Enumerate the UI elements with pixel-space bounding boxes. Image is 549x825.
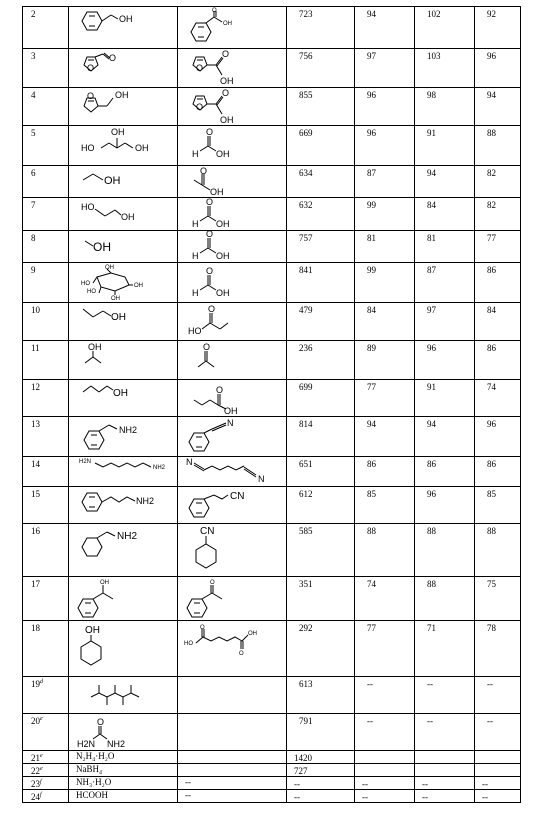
entry-cell: 14: [23, 457, 69, 487]
butanoic-acid-structure: [182, 380, 282, 415]
value-cell: 86: [475, 263, 521, 303]
entry-cell: 16: [23, 524, 69, 577]
value-cell: 727: [287, 764, 355, 777]
acetophenone-structure: [182, 577, 282, 619]
value-cell: 96: [475, 417, 521, 457]
formic-acid-structure: [182, 198, 282, 229]
cyclohexanol-structure: [73, 621, 173, 675]
furoic-acid-structure: [182, 49, 282, 86]
substrate-structure: [69, 457, 178, 487]
table-row: [23, 380, 521, 417]
svg-text:N: N: [186, 457, 193, 467]
entry-cell: 23$^f$: [23, 777, 69, 790]
value-cell: 91: [415, 126, 475, 166]
product-cell: [178, 764, 287, 777]
value-cell: 85: [355, 487, 415, 524]
substrate-structure: [69, 303, 178, 341]
svg-text:O: O: [212, 8, 217, 14]
svg-text:O: O: [222, 49, 230, 59]
svg-text:CN: CN: [230, 491, 245, 502]
substrate-structure: [69, 417, 178, 457]
value-cell: 841: [287, 263, 355, 303]
product-structure: [178, 487, 287, 524]
product-structure: [178, 126, 287, 166]
table-row: [23, 577, 521, 621]
entry-cell: 8: [23, 231, 69, 263]
value-cell: [355, 764, 415, 777]
value-cell: 82: [475, 166, 521, 198]
value-cell: --: [355, 677, 415, 714]
value-cell: 96: [415, 341, 475, 380]
value-cell: --: [415, 777, 475, 790]
value-cell: 103: [415, 49, 475, 88]
value-cell: 85: [475, 487, 521, 524]
substrate-structure: [69, 714, 178, 751]
entry-cell: 17: [23, 577, 69, 621]
value-cell: 77: [355, 380, 415, 417]
svg-text:OH: OH: [216, 219, 230, 229]
value-cell: 88: [355, 524, 415, 577]
value-cell: --: [415, 677, 475, 714]
svg-text:O: O: [97, 717, 105, 727]
value-cell: 699: [287, 380, 355, 417]
value-cell: 669: [287, 126, 355, 166]
product-cell: --: [178, 777, 287, 790]
table-row: [23, 777, 521, 790]
svg-text:NH2: NH2: [107, 739, 126, 749]
product-cell: [178, 714, 287, 751]
benzoic-acid-structure: [182, 7, 282, 47]
value-cell: 94: [415, 166, 475, 198]
svg-text:OH: OH: [111, 312, 126, 323]
svg-text:H: H: [192, 149, 199, 159]
value-cell: --: [355, 790, 415, 803]
svg-text:O: O: [196, 102, 204, 112]
value-cell: 75: [475, 577, 521, 621]
svg-text:OH: OH: [115, 90, 129, 100]
substrate-structure: [69, 677, 178, 714]
value-cell: 86: [355, 457, 415, 487]
substrate-structure: [69, 524, 178, 577]
value-cell: --: [475, 790, 521, 803]
svg-text:H: H: [192, 251, 199, 261]
svg-text:OH: OH: [121, 212, 135, 222]
svg-text:O: O: [210, 580, 215, 586]
cyclohexanecarbonitrile-structure: [182, 524, 282, 575]
value-cell: 88: [415, 524, 475, 577]
svg-text:OH: OH: [111, 127, 125, 137]
svg-text:O: O: [206, 231, 214, 239]
svg-text:OH: OH: [248, 631, 257, 637]
formic-acid-structure: [182, 126, 282, 164]
product-cell: --: [178, 790, 287, 803]
value-cell: --: [475, 677, 521, 714]
reagent-cell: NH₃·H₂O: [69, 777, 178, 790]
product-structure: [178, 263, 287, 303]
value-cell: 71: [415, 621, 475, 677]
adipic-acid-structure: [182, 621, 282, 675]
product-structure: [178, 88, 287, 126]
sorbitol-structure: [73, 677, 173, 712]
butanol-structure: [73, 380, 173, 415]
table-row: [23, 341, 521, 380]
value-cell: 81: [415, 231, 475, 263]
svg-text:NH2: NH2: [117, 531, 138, 542]
product-structure: [178, 524, 287, 577]
entry-cell: 21e: [23, 751, 69, 764]
svg-text:HO: HO: [188, 326, 202, 336]
entry-cell: 24$^f$: [23, 790, 69, 803]
svg-text:OH: OH: [220, 115, 234, 124]
svg-text:O: O: [196, 63, 204, 73]
formic-acid-structure: [182, 263, 282, 301]
svg-text:NH2: NH2: [153, 465, 166, 471]
substrate-structure: [69, 7, 178, 49]
phenylethanol-structure: [73, 577, 173, 619]
svg-text:O: O: [87, 63, 95, 73]
value-cell: 77: [355, 621, 415, 677]
svg-text:HO: HO: [81, 143, 95, 153]
furoic-acid-structure: [182, 88, 282, 124]
svg-text:OH: OH: [88, 342, 102, 352]
value-cell: [415, 751, 475, 764]
propanoic-acid-structure: [182, 303, 282, 339]
value-cell: 87: [415, 263, 475, 303]
value-cell: 88: [475, 524, 521, 577]
value-cell: --: [287, 777, 355, 790]
value-cell: 91: [415, 380, 475, 417]
entry-cell: 6: [23, 166, 69, 198]
substrate-structure: [69, 126, 178, 166]
entry-cell: 2: [23, 7, 69, 49]
product-structure: [178, 621, 287, 677]
reagent-cell: N₂H₄·H₂O: [69, 751, 178, 764]
svg-text:O: O: [206, 127, 214, 137]
table-row: [23, 621, 521, 677]
value-cell: 96: [355, 88, 415, 126]
value-cell: 77: [475, 231, 521, 263]
value-cell: 757: [287, 231, 355, 263]
furfuryl-alcohol-structure: [73, 88, 173, 124]
substrate-structure: [69, 231, 178, 263]
value-cell: 94: [475, 88, 521, 126]
svg-text:CN: CN: [200, 526, 215, 537]
value-cell: 88: [475, 126, 521, 166]
urea-structure: [73, 714, 173, 749]
svg-text:OH: OH: [223, 21, 232, 27]
svg-text:OH: OH: [134, 283, 143, 289]
cyclohexylmethylamine-structure: [73, 524, 173, 575]
value-cell: 89: [355, 341, 415, 380]
value-cell: --: [415, 790, 475, 803]
product-structure: [178, 49, 287, 88]
value-cell: 96: [355, 126, 415, 166]
furfural-structure: [73, 49, 173, 86]
value-cell: 97: [355, 49, 415, 88]
svg-text:HO: HO: [184, 641, 193, 647]
value-cell: 585: [287, 524, 355, 577]
table-row: [23, 198, 521, 231]
entry-cell: 12: [23, 380, 69, 417]
value-cell: --: [355, 777, 415, 790]
svg-text:OH: OH: [210, 187, 224, 196]
entry-cell: 15: [23, 487, 69, 524]
table-row: [23, 231, 521, 263]
phenylpropylamine-structure: [73, 487, 173, 522]
substrate-structure: [69, 380, 178, 417]
entry-cell: 13: [23, 417, 69, 457]
product-structure: [178, 341, 287, 380]
table-row: [23, 524, 521, 577]
value-cell: 1420: [287, 751, 355, 764]
svg-text:O: O: [239, 651, 244, 657]
svg-text:OH: OH: [216, 288, 230, 298]
svg-text:O: O: [200, 625, 205, 631]
entry-cell: 22e: [23, 764, 69, 777]
value-cell: 99: [355, 198, 415, 231]
svg-text:OH: OH: [224, 406, 238, 415]
entry-cell: 4: [23, 88, 69, 126]
svg-text:H2N: H2N: [79, 459, 92, 465]
value-cell: --: [355, 714, 415, 751]
table-row: [23, 714, 521, 751]
svg-text:O: O: [208, 304, 216, 314]
formic-acid-structure: [182, 231, 282, 261]
value-cell: 94: [415, 417, 475, 457]
value-cell: 292: [287, 621, 355, 677]
svg-text:O: O: [200, 166, 208, 176]
product-cell: [178, 677, 287, 714]
entry-cell: 20e: [23, 714, 69, 751]
svg-text:OH: OH: [105, 265, 114, 271]
table-row: [23, 751, 521, 764]
value-cell: 351: [287, 577, 355, 621]
product-cell: [178, 751, 287, 764]
substrate-structure: [69, 487, 178, 524]
entry-cell: 10: [23, 303, 69, 341]
reagent-cell: NaBH₄: [69, 764, 178, 777]
value-cell: 98: [415, 88, 475, 126]
value-cell: --: [475, 777, 521, 790]
substrate-structure: [69, 341, 178, 380]
value-cell: 479: [287, 303, 355, 341]
value-cell: 86: [475, 341, 521, 380]
acetone-structure: [182, 341, 282, 378]
product-structure: [178, 417, 287, 457]
methanol-structure: [73, 231, 173, 261]
value-cell: 84: [415, 198, 475, 231]
value-cell: 102: [415, 7, 475, 49]
benzylamine-structure: [73, 417, 173, 455]
substrate-structure: [69, 166, 178, 198]
svg-text:O: O: [216, 385, 224, 395]
table-row: [23, 88, 521, 126]
glucose-structure: [73, 263, 173, 301]
value-cell: 791: [287, 714, 355, 751]
value-cell: 87: [355, 166, 415, 198]
value-cell: 96: [415, 487, 475, 524]
value-cell: 723: [287, 7, 355, 49]
glycerol-structure: [73, 126, 173, 164]
svg-text:NH2: NH2: [136, 496, 155, 506]
substrate-structure: [69, 198, 178, 231]
entry-cell: 5: [23, 126, 69, 166]
svg-text:H: H: [192, 288, 199, 298]
svg-text:O: O: [87, 91, 95, 101]
product-structure: [178, 303, 287, 341]
adiponitrile-structure: [182, 457, 282, 485]
value-cell: [475, 751, 521, 764]
svg-text:OH: OH: [135, 143, 149, 153]
value-cell: 97: [415, 303, 475, 341]
svg-text:N: N: [227, 418, 234, 428]
svg-text:HO: HO: [87, 289, 96, 295]
value-cell: 613: [287, 677, 355, 714]
product-structure: [178, 457, 287, 487]
svg-text:HO: HO: [81, 281, 90, 287]
product-structure: [178, 7, 287, 49]
product-structure: [178, 198, 287, 231]
svg-text:OH: OH: [104, 175, 121, 187]
entry-cell: 11: [23, 341, 69, 380]
benzonitrile-structure: [182, 417, 282, 455]
svg-text:O: O: [206, 198, 214, 207]
value-cell: 86: [415, 457, 475, 487]
svg-text:O: O: [109, 53, 117, 63]
product-structure: [178, 166, 287, 198]
phenylpropanenitrile-structure: [182, 487, 282, 522]
ethylene-glycol-structure: [73, 198, 173, 229]
value-cell: 78: [475, 621, 521, 677]
value-cell: [355, 751, 415, 764]
product-structure: [178, 577, 287, 621]
value-cell: 74: [475, 380, 521, 417]
svg-text:OH: OH: [216, 149, 230, 159]
svg-text:O: O: [203, 342, 211, 352]
value-cell: 814: [287, 417, 355, 457]
value-cell: 99: [355, 263, 415, 303]
table-row: [23, 677, 521, 714]
table-row: [23, 126, 521, 166]
svg-text:O: O: [222, 88, 230, 98]
svg-text:H: H: [192, 219, 199, 229]
table-row: [23, 764, 521, 777]
entry-cell: 3: [23, 49, 69, 88]
value-cell: 84: [355, 303, 415, 341]
value-cell: 86: [475, 457, 521, 487]
table-row: [23, 417, 521, 457]
product-structure: [178, 231, 287, 263]
value-cell: 96: [475, 49, 521, 88]
entry-cell: 9: [23, 263, 69, 303]
value-cell: --: [415, 714, 475, 751]
entry-cell: 7: [23, 198, 69, 231]
value-cell: 855: [287, 88, 355, 126]
table-row: [23, 49, 521, 88]
hexanediamine-structure: [73, 457, 173, 485]
ethanol-structure: [73, 166, 173, 196]
table-row: [23, 303, 521, 341]
value-cell: 94: [355, 417, 415, 457]
value-cell: 81: [355, 231, 415, 263]
svg-text:HO: HO: [81, 202, 95, 212]
benzyl-alcohol-structure: [73, 7, 173, 47]
substrate-structure: [69, 621, 178, 677]
substrate-structure: [69, 263, 178, 303]
results-table: [22, 6, 521, 803]
svg-text:OH: OH: [85, 625, 100, 636]
value-cell: 236: [287, 341, 355, 380]
value-cell: 634: [287, 166, 355, 198]
value-cell: [475, 764, 521, 777]
acetic-acid-structure: [182, 166, 282, 196]
svg-text:OH: OH: [216, 251, 230, 261]
table-row: [23, 457, 521, 487]
table-row: [23, 263, 521, 303]
product-structure: [178, 380, 287, 417]
svg-text:O: O: [206, 266, 214, 276]
svg-text:OH: OH: [220, 76, 234, 86]
entry-cell: 19$^d$: [23, 677, 69, 714]
value-cell: 84: [475, 303, 521, 341]
value-cell: 632: [287, 198, 355, 231]
value-cell: 82: [475, 198, 521, 231]
svg-text:OH: OH: [93, 240, 111, 254]
value-cell: 92: [475, 7, 521, 49]
value-cell: 94: [355, 7, 415, 49]
svg-text:OH: OH: [111, 296, 120, 301]
substrate-structure: [69, 88, 178, 126]
value-cell: --: [287, 790, 355, 803]
value-cell: 612: [287, 487, 355, 524]
value-cell: 74: [355, 577, 415, 621]
table-row: [23, 790, 521, 803]
value-cell: --: [475, 714, 521, 751]
table-row: [23, 166, 521, 198]
substrate-structure: [69, 577, 178, 621]
value-cell: [415, 764, 475, 777]
svg-text:OH: OH: [119, 14, 133, 24]
svg-text:NH2: NH2: [119, 425, 138, 435]
value-cell: 88: [415, 577, 475, 621]
svg-text:OH: OH: [100, 580, 109, 586]
svg-text:N: N: [258, 474, 265, 484]
value-cell: 756: [287, 49, 355, 88]
svg-text:OH: OH: [113, 388, 128, 399]
entry-cell: 18: [23, 621, 69, 677]
table-row: [23, 7, 521, 49]
value-cell: 651: [287, 457, 355, 487]
isopropanol-structure: [73, 341, 173, 378]
svg-text:H2N: H2N: [77, 739, 96, 749]
propanol-structure: [73, 303, 173, 339]
reagent-cell: HCOOH: [69, 790, 178, 803]
table-row: [23, 487, 521, 524]
substrate-structure: [69, 49, 178, 88]
